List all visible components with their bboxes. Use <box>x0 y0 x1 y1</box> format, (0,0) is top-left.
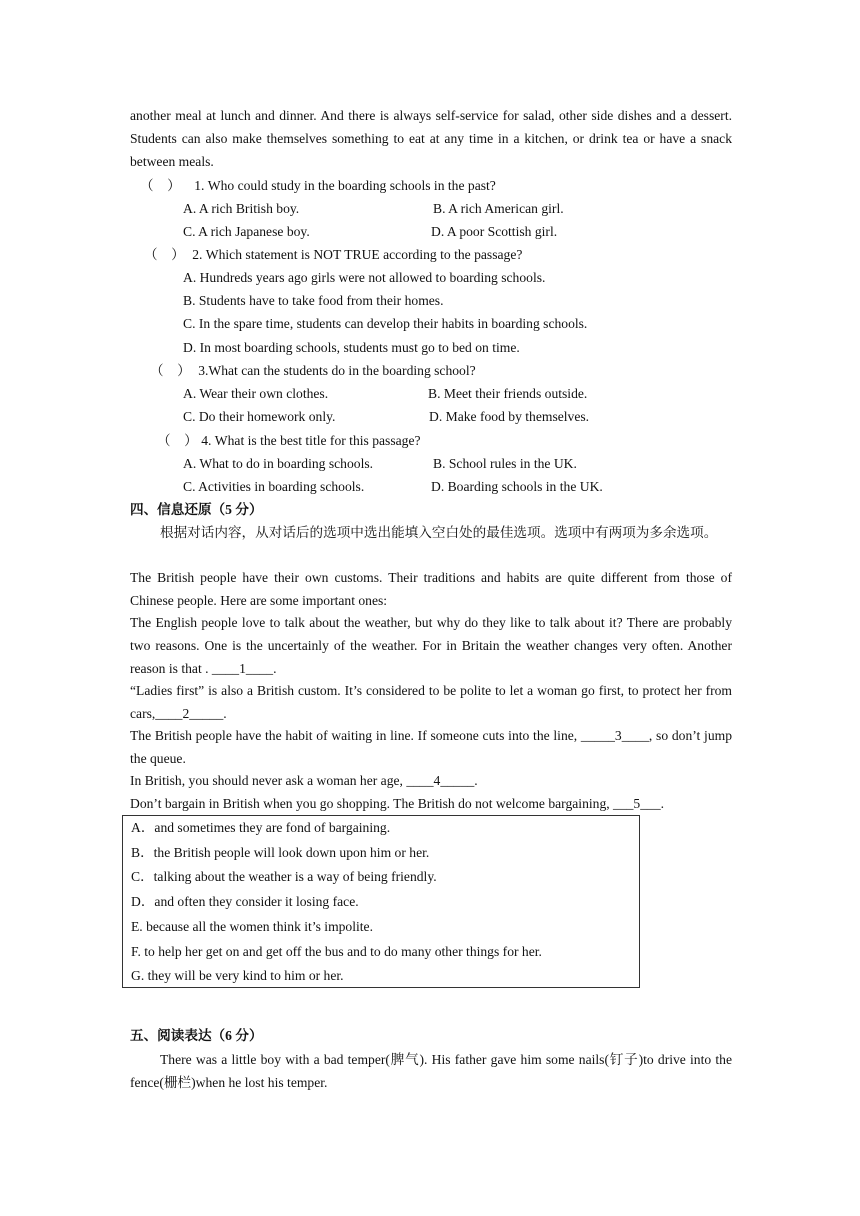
question-stem: 2. Which statement is NOT TRUE according to the passage? <box>192 247 523 262</box>
dialogue-paragraph-6: Don’t bargain in British when you go shopping. The British do not welcome bargaining, ___5___. <box>130 796 665 811</box>
answer-bracket[interactable]: （ ） <box>150 363 191 378</box>
choice-a: A．and sometimes they are fond of bargaining. <box>131 820 391 835</box>
option-1a: A. A rich British boy. <box>183 201 300 216</box>
option-3a: A. Wear their own clothes. <box>183 386 329 401</box>
option-1d: D. A poor Scottish girl. <box>431 224 558 239</box>
question-stem: 4. What is the best title for this passage? <box>201 433 421 448</box>
dialogue-paragraph-1: The British people have their own customs. Their traditions and habits are quite different from those of Chinese people. Here are some important ones: <box>130 570 732 608</box>
dialogue-paragraph-4: The British people have the habit of waiting in line. If someone cuts into the line, _____3____, so don’t jump the queue. <box>130 728 732 766</box>
dialogue-paragraph-2: The English people love to talk about the weather, but why do they like to talk about it? There are probably two reasons. One is the uncertainly of the weather. For in Britain the weather changes very often. Another reason is that . ____1____. <box>130 615 732 676</box>
option-2a: A. Hundreds years ago girls were not allowed to boarding schools. <box>183 270 546 285</box>
option-2d: D. In most boarding schools, students must go to bed on time. <box>183 340 520 355</box>
option-4c: C. Activities in boarding schools. <box>183 479 365 494</box>
answer-bracket[interactable]: （ ） <box>144 247 185 262</box>
answer-bracket[interactable]: （ ） <box>157 433 198 448</box>
option-1c: C. A rich Japanese boy. <box>183 224 310 239</box>
choice-f: F. to help her get on and get off the bus and to do many other things for her. <box>131 944 542 959</box>
section-5-text: There was a little boy with a bad temper(脾气). His father gave him some nails(钉子)to drive into the fence(栅栏)when he lost his temper. <box>130 1052 732 1090</box>
option-2b: B. Students have to take food from their homes. <box>183 293 444 308</box>
dialogue-paragraph-5: In British, you should never ask a woman her age, ____4_____. <box>130 773 478 788</box>
section-5-heading: 五、阅读表达（6 分） <box>130 1028 263 1043</box>
passage-end: another meal at lunch and dinner. And there is always self-service for salad, other side dishes and a dessert. Students can also make themselves something to eat at any time in a kitchen, or drink tea or have a snack between meals. <box>130 108 732 169</box>
question-stem: 3.What can the students do in the boarding school? <box>198 363 476 378</box>
section-4-instruction: 根据对话内容，从对话后的选项中选出能填入空白处的最佳选项。选项中有两项为多余选项。 <box>160 525 718 540</box>
option-3c: C. Do their homework only. <box>183 409 336 424</box>
question-4 <box>157 429 421 452</box>
question-2 <box>144 243 522 266</box>
choice-b: B．the British people will look down upon him or her. <box>131 845 430 860</box>
option-1b: B. A rich American girl. <box>433 201 564 216</box>
option-3b: B. Meet their friends outside. <box>428 386 588 401</box>
answer-bracket[interactable]: （ ） <box>140 178 181 193</box>
choice-d: D．and often they consider it losing face. <box>131 894 359 909</box>
choice-e: E. because all the women think it’s impolite. <box>131 919 373 934</box>
question-3 <box>150 359 476 382</box>
option-4a: A. What to do in boarding schools. <box>183 456 374 471</box>
question-1 <box>140 174 496 197</box>
choice-c: C．talking about the weather is a way of being friendly. <box>131 869 437 884</box>
choices-box <box>122 815 640 988</box>
question-stem: 1. Who could study in the boarding schools in the past? <box>194 178 496 193</box>
section-4-heading: 四、信息还原（5 分） <box>130 502 263 517</box>
option-4b: B. School rules in the UK. <box>433 456 577 471</box>
option-2c: C. In the spare time, students can develop their habits in boarding schools. <box>183 316 588 331</box>
option-4d: D. Boarding schools in the UK. <box>431 479 603 494</box>
choice-g: G. they will be very kind to him or her. <box>131 968 344 983</box>
option-3d: D. Make food by themselves. <box>429 409 590 424</box>
dialogue-paragraph-3: “Ladies first” is also a British custom. It’s considered to be polite to let a woman go first, to protect her from cars,____2_____. <box>130 683 732 721</box>
